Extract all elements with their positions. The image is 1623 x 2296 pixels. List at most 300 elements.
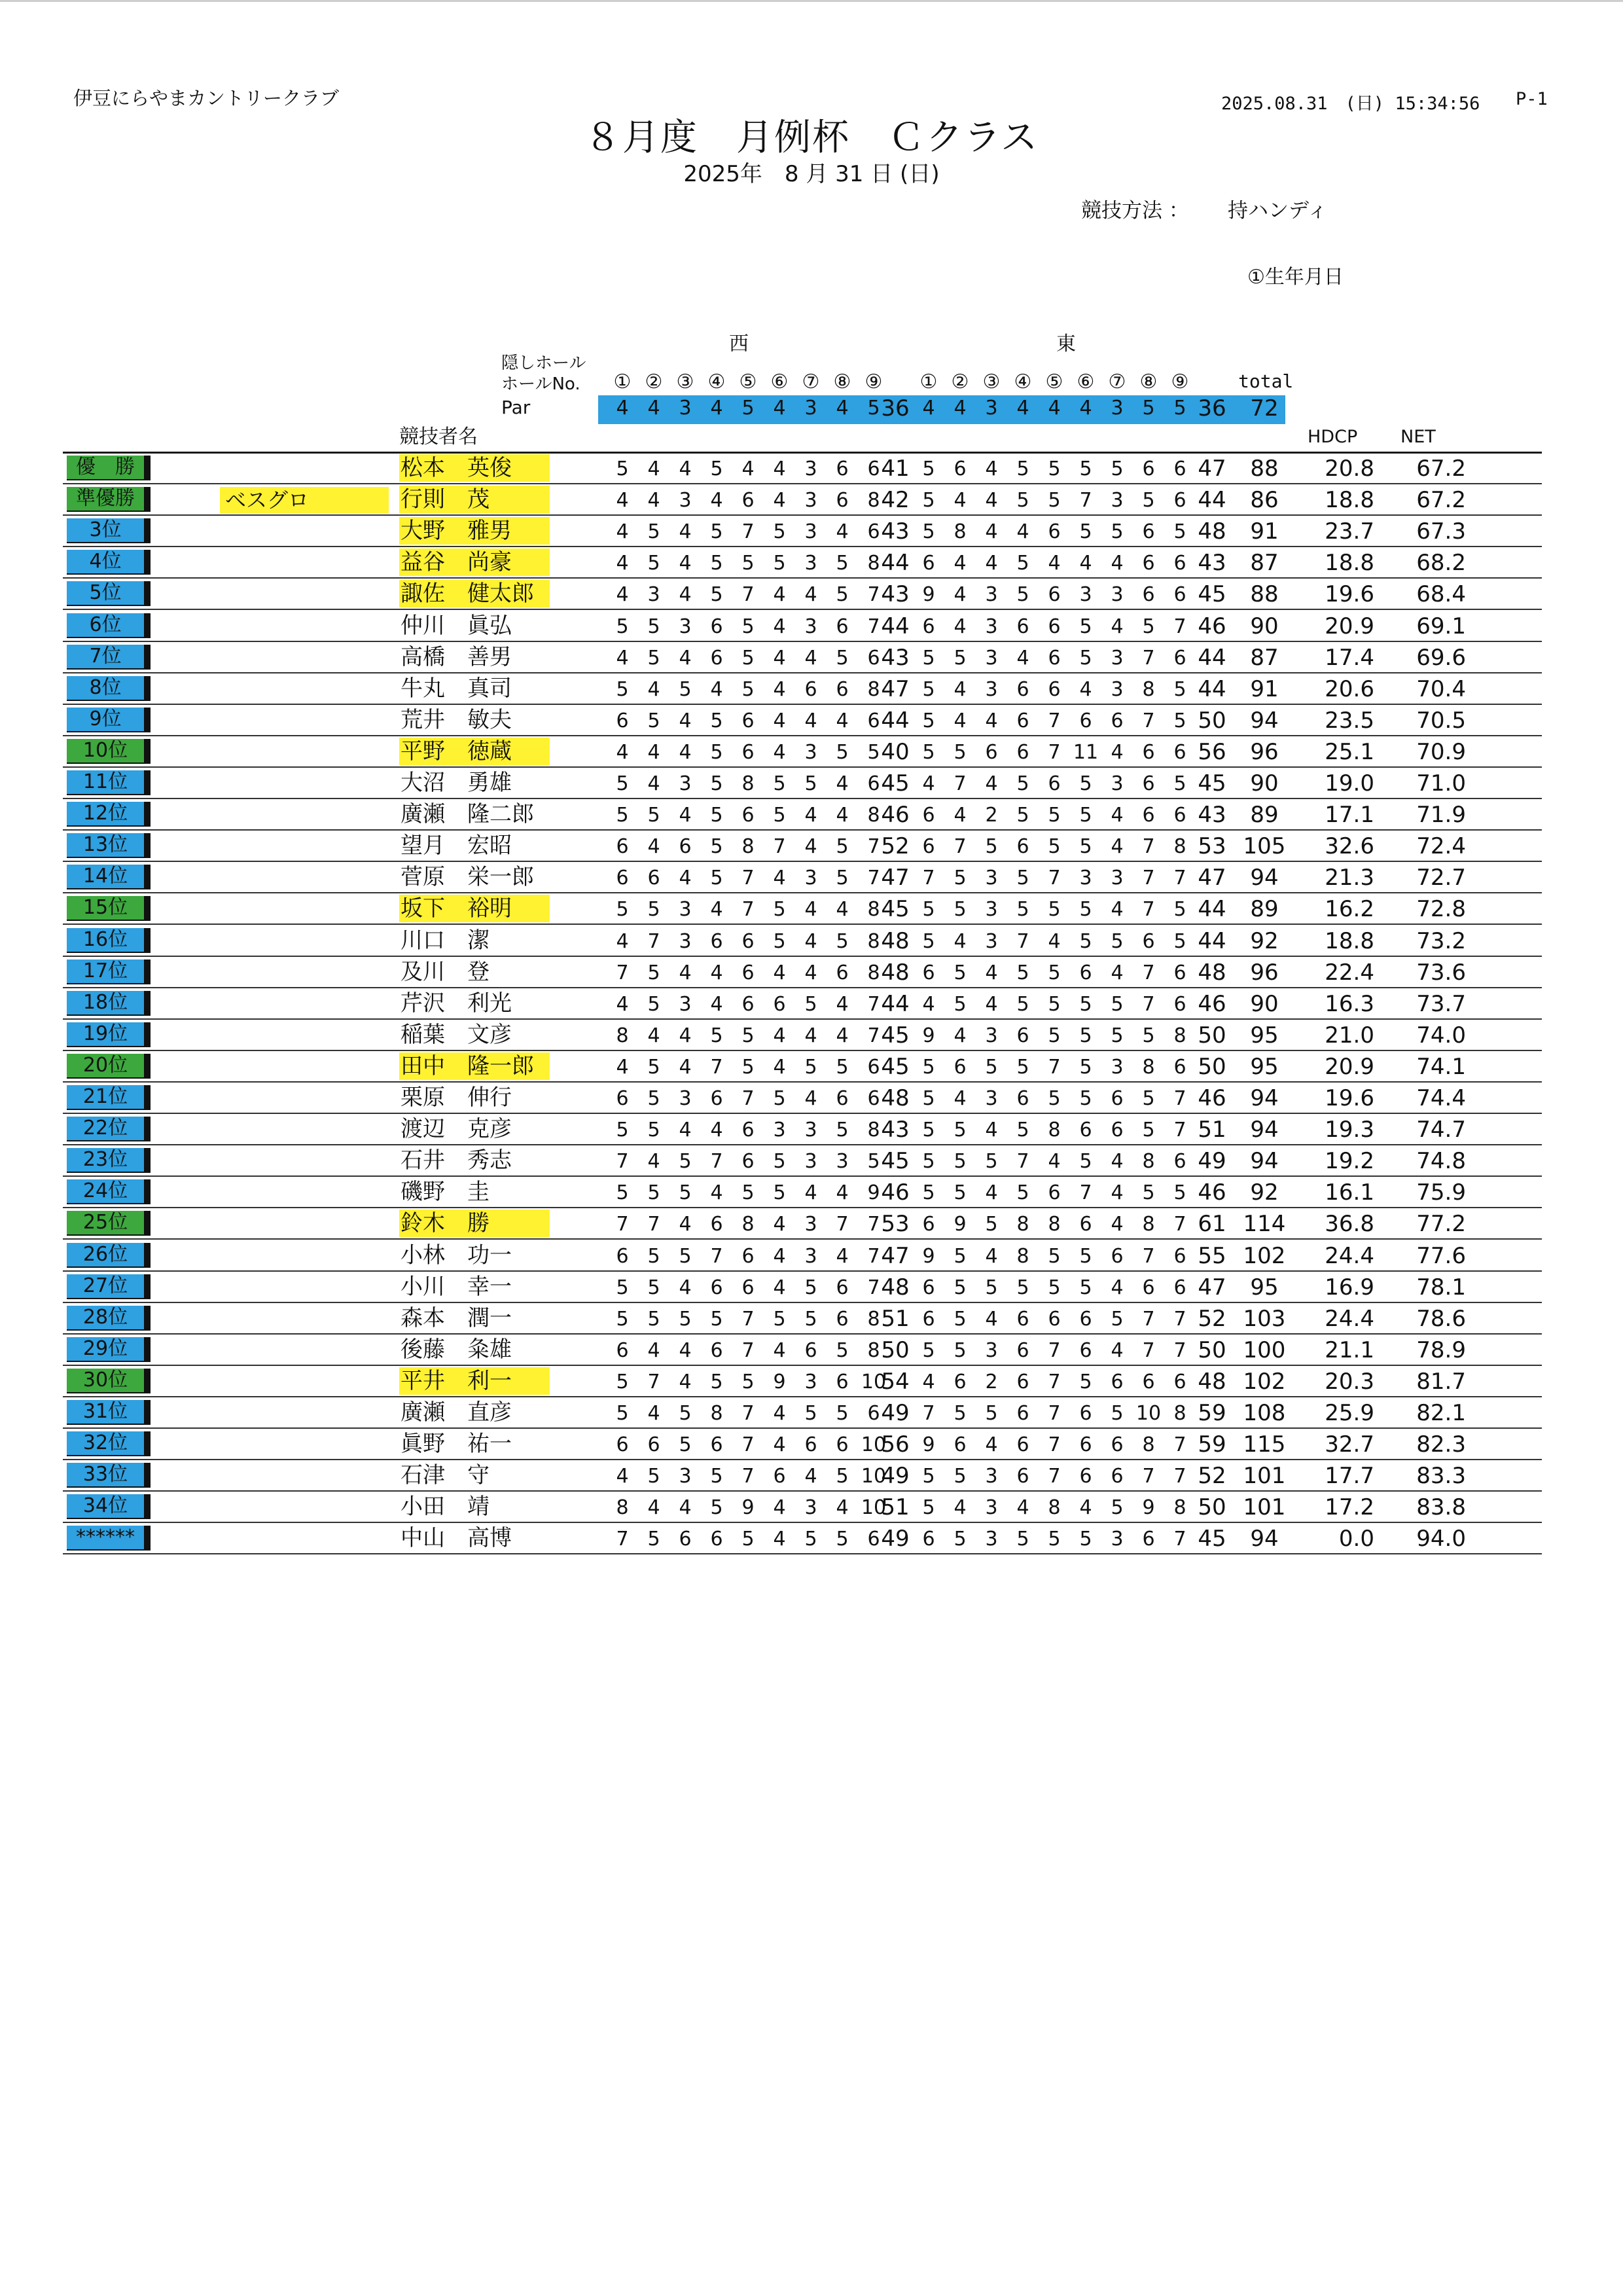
east-hole-score: 5 — [1111, 1307, 1124, 1331]
west-hole-score: 8 — [867, 1119, 880, 1142]
west-hole-score: 6 — [836, 1370, 849, 1393]
east-subtotal: 50 — [1198, 1022, 1226, 1049]
east-hole-score: 4 — [985, 552, 998, 575]
east-hole-score: 4 — [1111, 615, 1124, 638]
west-hole-score: 4 — [741, 457, 755, 480]
net-score: 82.1 — [1416, 1400, 1466, 1426]
east-hole-score: 5 — [1079, 520, 1092, 544]
east-hole-score: 9 — [922, 1244, 935, 1268]
east-hole-score: 6 — [1111, 1244, 1124, 1268]
west-hole-score: 4 — [679, 646, 692, 670]
gross-total: 95 — [1250, 1022, 1279, 1049]
player-name: 小林 功一 — [401, 1242, 512, 1268]
east-hole-score: 5 — [985, 1055, 998, 1079]
net-score: 67.2 — [1416, 456, 1466, 482]
table-row — [63, 1272, 1542, 1303]
west-hole-score: 4 — [836, 1244, 849, 1268]
east-hole-score: 5 — [1048, 1276, 1061, 1299]
east-hole-score: 5 — [985, 1213, 998, 1236]
net-score: 74.8 — [1416, 1148, 1466, 1175]
par-west-hole: 3 — [679, 397, 692, 420]
hole-number-west: ⑨ — [865, 370, 883, 393]
east-hole-score: 5 — [954, 1276, 967, 1299]
west-hole-score: 4 — [773, 677, 786, 701]
east-hole-score: 6 — [1079, 1465, 1092, 1488]
west-hole-score: 5 — [836, 1119, 849, 1142]
east-hole-score: 9 — [954, 1213, 967, 1236]
table-row — [63, 453, 1542, 484]
west-hole-score: 5 — [616, 804, 629, 827]
east-subtotal: 51 — [1198, 1117, 1226, 1143]
east-subtotal: 47 — [1198, 456, 1226, 482]
east-hole-score: 9 — [1142, 1496, 1155, 1520]
west-hole-score: 4 — [773, 489, 786, 512]
west-hole-score: 6 — [741, 929, 755, 953]
table-row — [63, 673, 1542, 705]
east-hole-score: 5 — [1016, 1119, 1029, 1142]
east-hole-score: 7 — [922, 1402, 935, 1425]
east-hole-score: 7 — [1048, 1338, 1061, 1362]
table-row — [63, 1523, 1542, 1554]
east-hole-score: 5 — [1048, 489, 1061, 512]
east-hole-score: 6 — [1142, 1370, 1155, 1393]
east-hole-score: 6 — [1142, 929, 1155, 953]
handicap-value: 17.4 — [1325, 644, 1374, 671]
east-hole-score: 7 — [1142, 1465, 1155, 1488]
west-hole-score: 3 — [804, 1244, 817, 1268]
east-hole-score: 6 — [1048, 677, 1061, 701]
west-hole-score: 4 — [773, 867, 786, 890]
hole-number-east: ⑥ — [1077, 370, 1095, 393]
handicap-value: 16.9 — [1325, 1274, 1374, 1300]
east-hole-score: 4 — [922, 992, 935, 1016]
west-hole-score: 8 — [741, 772, 755, 795]
west-hole-score: 5 — [647, 992, 660, 1016]
east-hole-score: 5 — [954, 1244, 967, 1268]
west-hole-score: 5 — [647, 1087, 660, 1110]
east-hole-score: 5 — [1111, 1496, 1124, 1520]
west-hole-score: 8 — [741, 835, 755, 859]
east-hole-score: 7 — [1016, 929, 1029, 953]
west-hole-score: 6 — [741, 1244, 755, 1268]
west-hole-score: 5 — [741, 552, 755, 575]
east-hole-score: 3 — [1111, 772, 1124, 795]
table-row — [63, 988, 1542, 1020]
east-hole-score: 8 — [1048, 1119, 1061, 1142]
net-score: 70.9 — [1416, 738, 1466, 765]
east-hole-score: 4 — [1048, 552, 1061, 575]
west-hole-score: 4 — [647, 1338, 660, 1362]
west-subtotal: 46 — [881, 1179, 910, 1206]
west-hole-score: 5 — [710, 583, 723, 607]
west-hole-score: 3 — [804, 552, 817, 575]
east-hole-score: 6 — [1016, 1433, 1029, 1457]
east-hole-score: 7 — [1142, 1307, 1155, 1331]
west-hole-score: 6 — [710, 1338, 723, 1362]
table-row — [63, 1020, 1542, 1051]
west-hole-score: 3 — [679, 615, 692, 638]
par-west-hole: 4 — [836, 397, 849, 420]
east-hole-score: 7 — [1142, 709, 1155, 732]
rank-badge: 10位 — [67, 739, 151, 764]
east-hole-score: 7 — [1173, 1338, 1186, 1362]
net-score: 68.4 — [1416, 581, 1466, 608]
player-name: 牛丸 真司 — [401, 675, 512, 702]
rank-badge: 20位 — [67, 1054, 151, 1079]
rank-badge: 29位 — [67, 1337, 151, 1362]
net-header: NET — [1400, 427, 1436, 447]
west-hole-score: 5 — [867, 740, 880, 764]
west-hole-score: 3 — [804, 1496, 817, 1520]
west-hole-score: 7 — [741, 1307, 755, 1331]
east-hole-score: 6 — [922, 961, 935, 984]
net-score: 83.3 — [1416, 1463, 1466, 1490]
west-hole-score: 4 — [773, 646, 786, 670]
hole-number-west: ④ — [707, 370, 726, 393]
west-hole-score: 5 — [710, 1370, 723, 1393]
west-hole-score: 3 — [679, 489, 692, 512]
west-hole-score: 6 — [647, 867, 660, 890]
club-name: 伊豆にらやまカントリークラブ — [73, 87, 340, 109]
east-hole-score: 6 — [1016, 1465, 1029, 1488]
handicap-value: 32.7 — [1325, 1431, 1374, 1458]
east-hole-score: 5 — [922, 1465, 935, 1488]
par-west-hole: 4 — [710, 397, 723, 420]
net-score: 71.9 — [1416, 802, 1466, 829]
east-subtotal: 61 — [1198, 1211, 1226, 1238]
west-hole-score: 6 — [867, 1402, 880, 1425]
player-name: 鈴木 勝 — [399, 1210, 550, 1237]
west-hole-score: 4 — [679, 740, 692, 764]
east-hole-score: 8 — [1142, 1213, 1155, 1236]
west-hole-score: 7 — [741, 898, 755, 922]
west-hole-score: 4 — [804, 961, 817, 984]
gross-total: 92 — [1250, 1179, 1279, 1206]
east-hole-score: 5 — [1016, 772, 1029, 795]
player-name: 渡辺 克彦 — [401, 1116, 512, 1143]
west-hole-score: 6 — [741, 961, 755, 984]
west-subtotal: 49 — [881, 1463, 910, 1490]
handicap-value: 17.1 — [1325, 802, 1374, 829]
east-hole-score: 3 — [1079, 583, 1092, 607]
west-hole-score: 7 — [616, 1150, 629, 1174]
rank-badge: 11位 — [67, 770, 151, 795]
west-hole-score: 4 — [836, 772, 849, 795]
east-subtotal: 46 — [1198, 1085, 1226, 1111]
west-hole-score: 8 — [867, 1307, 880, 1331]
hdcp-header: HDCP — [1308, 427, 1358, 447]
par-east-hole: 4 — [954, 397, 967, 420]
west-hole-score: 6 — [867, 1528, 880, 1551]
handicap-value: 19.6 — [1325, 1085, 1374, 1111]
player-name: 石井 秀志 — [401, 1147, 512, 1174]
east-hole-score: 3 — [1111, 1055, 1124, 1079]
table-row — [63, 1492, 1542, 1523]
west-hole-score: 5 — [836, 1465, 849, 1488]
west-hole-score: 7 — [710, 1244, 723, 1268]
net-score: 73.6 — [1416, 959, 1466, 986]
west-subtotal: 49 — [881, 1400, 910, 1426]
west-hole-score: 4 — [773, 740, 786, 764]
east-hole-score: 4 — [954, 552, 967, 575]
west-hole-score: 5 — [773, 1307, 786, 1331]
west-hole-score: 4 — [679, 1119, 692, 1142]
east-hole-score: 5 — [1173, 520, 1186, 544]
west-hole-score: 5 — [647, 898, 660, 922]
west-hole-score: 5 — [710, 835, 723, 859]
hole-number-west: ⑦ — [802, 370, 820, 393]
east-hole-score: 5 — [1048, 1024, 1061, 1047]
east-hole-score: 6 — [1142, 740, 1155, 764]
east-subtotal: 45 — [1198, 581, 1226, 608]
west-hole-score: 4 — [616, 552, 629, 575]
west-hole-score: 3 — [804, 520, 817, 544]
west-hole-score: 4 — [679, 961, 692, 984]
west-hole-score: 5 — [616, 1119, 629, 1142]
east-subtotal: 46 — [1198, 613, 1226, 639]
west-hole-score: 3 — [804, 1370, 817, 1393]
west-hole-score: 5 — [804, 1276, 817, 1299]
west-hole-score: 3 — [804, 615, 817, 638]
net-score: 71.0 — [1416, 770, 1466, 797]
west-hole-score: 5 — [836, 1402, 849, 1425]
east-hole-score: 4 — [1111, 740, 1124, 764]
par-east-hole: 4 — [1048, 397, 1061, 420]
east-hole-score: 6 — [1079, 1402, 1092, 1425]
player-name: 森本 潤一 — [401, 1304, 512, 1331]
par-west-hole: 3 — [804, 397, 817, 420]
west-hole-score: 6 — [867, 1055, 880, 1079]
east-hole-score: 3 — [1111, 677, 1124, 701]
east-hole-score: 5 — [922, 1496, 935, 1520]
gross-total: 90 — [1250, 613, 1279, 639]
west-hole-score: 6 — [741, 489, 755, 512]
east-hole-score: 8 — [1173, 1024, 1186, 1047]
west-hole-score: 5 — [804, 1055, 817, 1079]
east-hole-score: 3 — [1111, 489, 1124, 512]
east-hole-score: 6 — [1173, 1370, 1186, 1393]
gross-total: 87 — [1250, 550, 1279, 577]
east-hole-score: 7 — [1142, 867, 1155, 890]
east-hole-score: 5 — [1016, 583, 1029, 607]
east-hole-score: 6 — [1016, 615, 1029, 638]
west-hole-score: 4 — [679, 1276, 692, 1299]
west-hole-score: 4 — [647, 677, 660, 701]
east-hole-score: 5 — [1048, 1087, 1061, 1110]
west-hole-score: 5 — [616, 677, 629, 701]
east-hole-score: 7 — [1048, 709, 1061, 732]
west-hole-score: 5 — [647, 1307, 660, 1331]
west-hole-score: 6 — [836, 457, 849, 480]
west-hole-score: 7 — [647, 929, 660, 953]
east-hole-score: 4 — [922, 772, 935, 795]
east-hole-score: 6 — [1173, 740, 1186, 764]
east-hole-score: 6 — [1016, 835, 1029, 859]
east-hole-score: 6 — [1173, 1276, 1186, 1299]
east-hole-score: 6 — [922, 1528, 935, 1551]
east-hole-score: 5 — [1016, 552, 1029, 575]
west-hole-score: 4 — [710, 677, 723, 701]
east-hole-score: 5 — [1079, 1024, 1092, 1047]
west-subtotal: 51 — [881, 1494, 910, 1521]
west-subtotal: 40 — [881, 738, 910, 765]
handicap-value: 24.4 — [1325, 1242, 1374, 1269]
west-hole-score: 4 — [679, 552, 692, 575]
east-hole-score: 7 — [1048, 1465, 1061, 1488]
west-hole-score: 6 — [710, 1528, 723, 1551]
gross-total: 114 — [1243, 1211, 1286, 1238]
west-hole-score: 4 — [836, 1181, 849, 1205]
west-hole-score: 5 — [710, 772, 723, 795]
west-hole-score: 4 — [836, 898, 849, 922]
method-label: 競技方法 ： — [1081, 199, 1189, 223]
east-hole-score: 5 — [922, 677, 935, 701]
east-hole-score: 4 — [954, 489, 967, 512]
handicap-value: 25.9 — [1325, 1400, 1374, 1426]
table-row — [63, 893, 1542, 925]
east-hole-score: 4 — [985, 520, 998, 544]
east-hole-score: 5 — [1048, 992, 1061, 1016]
east-hole-score: 5 — [1173, 929, 1186, 953]
east-hole-score: 4 — [954, 804, 967, 827]
gross-total: 94 — [1250, 865, 1279, 891]
net-score: 69.6 — [1416, 644, 1466, 671]
west-subtotal: 43 — [881, 644, 910, 671]
hole-number-east: ⑦ — [1108, 370, 1126, 393]
west-hole-score: 5 — [616, 457, 629, 480]
west-hole-score: 6 — [710, 929, 723, 953]
net-score: 72.7 — [1416, 865, 1466, 891]
net-score: 74.7 — [1416, 1117, 1466, 1143]
west-hole-score: 6 — [647, 1433, 660, 1457]
gross-total: 94 — [1250, 1148, 1279, 1175]
method-value: 持ハンディ — [1228, 199, 1328, 223]
document-title: ８月度 月例杯 Ｃクラス — [584, 117, 1039, 159]
east-hole-score: 6 — [1173, 489, 1186, 512]
east-subtotal: 53 — [1198, 833, 1226, 860]
table-row — [63, 484, 1542, 516]
west-hole-score: 10 — [861, 1433, 887, 1457]
handicap-value: 21.1 — [1325, 1336, 1374, 1363]
east-hole-score: 3 — [1111, 646, 1124, 670]
west-hole-score: 3 — [773, 1119, 786, 1142]
west-hole-score: 5 — [710, 457, 723, 480]
gross-total: 108 — [1243, 1400, 1286, 1426]
east-hole-score: 5 — [1016, 489, 1029, 512]
east-hole-score: 6 — [1016, 677, 1029, 701]
west-hole-score: 5 — [616, 1402, 629, 1425]
east-hole-score: 6 — [1111, 1087, 1124, 1110]
par-east-hole: 5 — [1142, 397, 1155, 420]
west-hole-score: 4 — [679, 1496, 692, 1520]
east-hole-score: 5 — [922, 1338, 935, 1362]
gross-total: 86 — [1250, 487, 1279, 514]
east-hole-score: 5 — [1142, 489, 1155, 512]
east-hole-score: 5 — [954, 961, 967, 984]
west-hole-score: 3 — [804, 489, 817, 512]
west-hole-score: 3 — [804, 1213, 817, 1236]
player-name: 廣瀬 直彦 — [401, 1399, 512, 1426]
gross-total: 87 — [1250, 644, 1279, 671]
west-hole-score: 5 — [679, 1181, 692, 1205]
table-row — [63, 1303, 1542, 1335]
gross-total: 88 — [1250, 456, 1279, 482]
east-hole-score: 5 — [1142, 1119, 1155, 1142]
east-hole-score: 5 — [1016, 1181, 1029, 1205]
handicap-value: 19.3 — [1325, 1117, 1374, 1143]
west-hole-score: 5 — [647, 709, 660, 732]
west-hole-score: 4 — [804, 1087, 817, 1110]
west-hole-score: 5 — [836, 835, 849, 859]
east-hole-score: 3 — [985, 1087, 998, 1110]
rank-badge: 3位 — [67, 518, 151, 543]
west-hole-score: 5 — [710, 709, 723, 732]
west-hole-score: 4 — [804, 804, 817, 827]
table-row — [63, 1460, 1542, 1492]
east-hole-score: 5 — [1016, 804, 1029, 827]
handicap-value: 32.6 — [1325, 833, 1374, 860]
west-subtotal: 44 — [881, 707, 910, 734]
west-hole-score: 5 — [710, 804, 723, 827]
east-hole-score: 7 — [1016, 1150, 1029, 1174]
west-hole-score: 7 — [867, 1213, 880, 1236]
east-hole-score: 3 — [985, 1465, 998, 1488]
east-hole-score: 5 — [1079, 804, 1092, 827]
net-score: 72.4 — [1416, 833, 1466, 860]
west-hole-score: 6 — [836, 1087, 849, 1110]
east-hole-score: 5 — [1173, 1181, 1186, 1205]
west-subtotal: 44 — [881, 613, 910, 639]
table-row — [63, 736, 1542, 768]
west-hole-score: 4 — [804, 646, 817, 670]
west-hole-score: 4 — [616, 1055, 629, 1079]
east-hole-score: 6 — [1111, 709, 1124, 732]
west-hole-score: 5 — [836, 867, 849, 890]
handicap-value: 22.4 — [1325, 959, 1374, 986]
east-hole-score: 5 — [922, 1181, 935, 1205]
player-name: 栗原 伸行 — [401, 1085, 512, 1111]
west-hole-score: 3 — [679, 898, 692, 922]
handicap-value: 16.3 — [1325, 990, 1374, 1017]
east-hole-score: 5 — [922, 740, 935, 764]
player-name: 益谷 尚豪 — [399, 548, 550, 576]
west-hole-score: 7 — [616, 1213, 629, 1236]
rank-badge: 19位 — [67, 1022, 151, 1047]
gross-total: 95 — [1250, 1053, 1279, 1080]
east-hole-score: 5 — [922, 646, 935, 670]
east-hole-score: 6 — [1111, 1370, 1124, 1393]
east-hole-score: 7 — [1173, 1119, 1186, 1142]
west-hole-score: 5 — [679, 1150, 692, 1174]
west-course-label: 西 — [729, 332, 749, 355]
handicap-value: 20.6 — [1325, 675, 1374, 702]
west-hole-score: 6 — [710, 1213, 723, 1236]
west-subtotal: 43 — [881, 581, 910, 608]
par-east-hole: 3 — [1111, 397, 1124, 420]
rank-badge: 4位 — [67, 550, 151, 575]
player-name: 平井 利一 — [399, 1367, 550, 1395]
west-hole-score: 6 — [616, 1338, 629, 1362]
east-hole-score: 8 — [1016, 1244, 1029, 1268]
west-subtotal: 41 — [881, 456, 910, 482]
hole-number-west: ⑤ — [739, 370, 757, 393]
west-hole-score: 4 — [647, 489, 660, 512]
west-hole-score: 6 — [836, 489, 849, 512]
west-hole-score: 5 — [741, 1055, 755, 1079]
east-hole-score: 5 — [1079, 1370, 1092, 1393]
rank-badge: 18位 — [67, 991, 151, 1016]
rank-badge: 27位 — [67, 1274, 151, 1299]
